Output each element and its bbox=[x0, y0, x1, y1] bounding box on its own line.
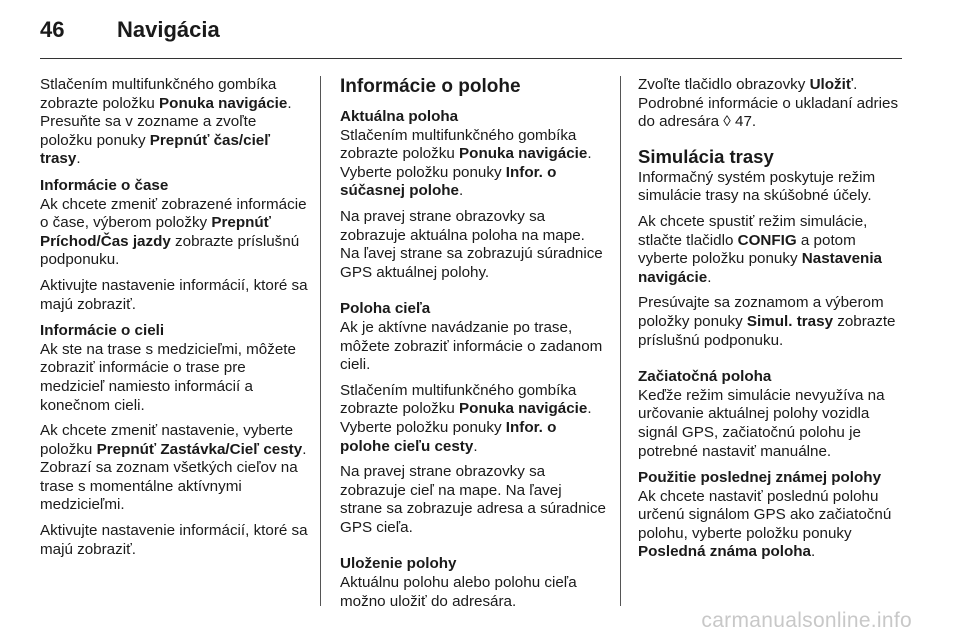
paragraph: Aktuálnu polohu alebo polohu cieľa možno uložiť do adresára. bbox=[340, 574, 577, 610]
header-rule bbox=[40, 58, 902, 59]
destination-position-block bbox=[340, 300, 608, 537]
intro-block bbox=[40, 76, 308, 169]
menu-item-ref: Infor. o súčasnej polohe bbox=[340, 163, 557, 200]
start-position-block bbox=[638, 368, 908, 461]
subheading: Informácie o čase bbox=[40, 176, 169, 194]
menu-item-ref: Prepnúť Zastávka/Cieľ cesty bbox=[96, 440, 303, 458]
paragraph: Ak chcete spustiť režim simulácie, stlačte tlačidlo CONFIG a potom vyberte položku ponuky Nastavenia navigácie. bbox=[638, 212, 882, 286]
paragraph: Ak je aktívne navádzanie po trase, môžete zobraziť informácie o zadanom cieli. bbox=[340, 318, 603, 374]
subheading: Aktuálna poloha bbox=[340, 108, 459, 125]
menu-item-ref: Infor. o polohe cieľu cesty bbox=[340, 418, 557, 455]
paragraph: Zvoľte tlačidlo obrazovky Uložiť. Podrobné informácie o ukladaní adries do adresára ◊ 47. bbox=[638, 76, 899, 131]
page-header bbox=[0, 0, 960, 60]
column-left bbox=[40, 76, 308, 567]
paragraph: Stlačením multifunkčného gombíka zobrazte položku Ponuka navigácie. Vyberte položku ponuky Infor. o súčasnej polohe. bbox=[340, 126, 592, 200]
column-right bbox=[638, 76, 908, 570]
menu-item-ref: Ponuka navigácie bbox=[459, 400, 588, 418]
save-position-continued bbox=[638, 76, 908, 132]
section-heading: Simulácia trasy bbox=[638, 145, 774, 167]
menu-item-ref: Ponuka navigácie bbox=[159, 94, 288, 112]
current-position-block bbox=[340, 108, 608, 282]
menu-item-ref: Prepnúť Príchod/Čas jazdy bbox=[40, 214, 271, 250]
paragraph: Keďže režim simulácie nevyužíva na určovanie aktuálnej polohy vozidla signál GPS, začiatočnú polohu je potrebné nastaviť manuálne. bbox=[638, 386, 885, 460]
paragraph: Na pravej strane obrazovky sa zobrazuje cieľ na mape. Na ľavej strane sa zobrazuje adresa a súradnice GPS cieľa. bbox=[340, 463, 606, 536]
paragraph: Na pravej strane obrazovky sa zobrazuje aktuálna poloha na mape. Na ľavej strane sa zobrazujú súradnice GPS aktuálnej polohy. bbox=[340, 207, 603, 281]
page-reference-arrow-icon: ◊ bbox=[723, 113, 731, 131]
column-divider bbox=[320, 76, 321, 606]
section-heading: Informácie o polohe bbox=[340, 76, 521, 97]
button-ref: Uložiť bbox=[809, 76, 854, 93]
paragraph: Ak chcete zmeniť nastavenie, vyberte položku Prepnúť Zastávka/Cieľ cesty. Zobrazí sa zoznam všetkých cieľov na trase s momentálne aktívnymi medzicieľmi. bbox=[40, 422, 307, 514]
paragraph: Informačný systém poskytuje režim simulácie trasy na skúšobné účely. bbox=[638, 168, 876, 205]
paragraph: Ak chcete zmeniť zobrazené informácie o čase, výberom položky Prepnúť Príchod/Čas jazdy zobrazte príslušnú podponuku. bbox=[40, 195, 307, 269]
watermark: carmanualsonline.info bbox=[701, 609, 912, 632]
paragraph: Aktivujte nastavenie informácií, ktoré sa majú zobraziť. bbox=[40, 522, 308, 558]
page-reference-link[interactable]: 47. bbox=[730, 113, 757, 131]
destination-info-block bbox=[40, 322, 308, 559]
page-title: Navigácia bbox=[117, 17, 220, 42]
subheading: Začiatočná poloha bbox=[638, 368, 772, 386]
menu-item-ref: Prepnúť čas/cieľ trasy bbox=[40, 131, 271, 168]
paragraph: Ak chcete nastaviť poslednú polohu určenú signálom GPS ako začiatočnú polohu, vyberte položku ponuky Posledná známa poloha. bbox=[638, 487, 892, 561]
menu-item-ref: Posledná známa poloha bbox=[638, 543, 812, 561]
subheading: Poloha cieľa bbox=[340, 300, 431, 318]
time-info-block bbox=[40, 177, 308, 314]
menu-item-ref: Nastavenia navigácie bbox=[638, 250, 882, 286]
subheading: Použitie poslednej známej polohy bbox=[638, 469, 882, 487]
menu-item-ref: Simul. trasy bbox=[746, 312, 834, 330]
paragraph: Stlačením multifunkčného gombíka zobrazte položku Ponuka navigácie. Presuňte sa v zozname a zvoľte položku ponuky Prepnúť čas/cieľ trasy. bbox=[40, 76, 292, 168]
subheading: Uloženie polohy bbox=[340, 555, 457, 573]
page-number: 46 bbox=[40, 17, 65, 42]
column-middle bbox=[340, 76, 608, 619]
paragraph: Presúvajte sa zoznamom a výberom položky ponuky Simul. trasy zobrazte príslušnú podponuku. bbox=[638, 294, 896, 349]
route-simulation-block bbox=[638, 169, 908, 350]
paragraph: Aktivujte nastavenie informácií, ktoré sa majú zobraziť. bbox=[40, 276, 308, 313]
button-ref: CONFIG bbox=[737, 231, 797, 249]
paragraph: Stlačením multifunkčného gombíka zobrazte položku Ponuka navigácie. Vyberte položku ponuky Infor. o polohe cieľu cesty. bbox=[340, 381, 592, 455]
column-divider bbox=[620, 76, 621, 606]
paragraph: Ak ste na trase s medzicieľmi, môžete zobraziť informácie o trase pre medzicieľ namiesto informácií a konečnom cieli. bbox=[40, 340, 296, 414]
menu-item-ref: Ponuka navigácie bbox=[459, 145, 588, 163]
last-known-position-block bbox=[638, 469, 908, 562]
subheading: Informácie o cieli bbox=[40, 322, 165, 340]
save-position-block bbox=[340, 555, 608, 611]
